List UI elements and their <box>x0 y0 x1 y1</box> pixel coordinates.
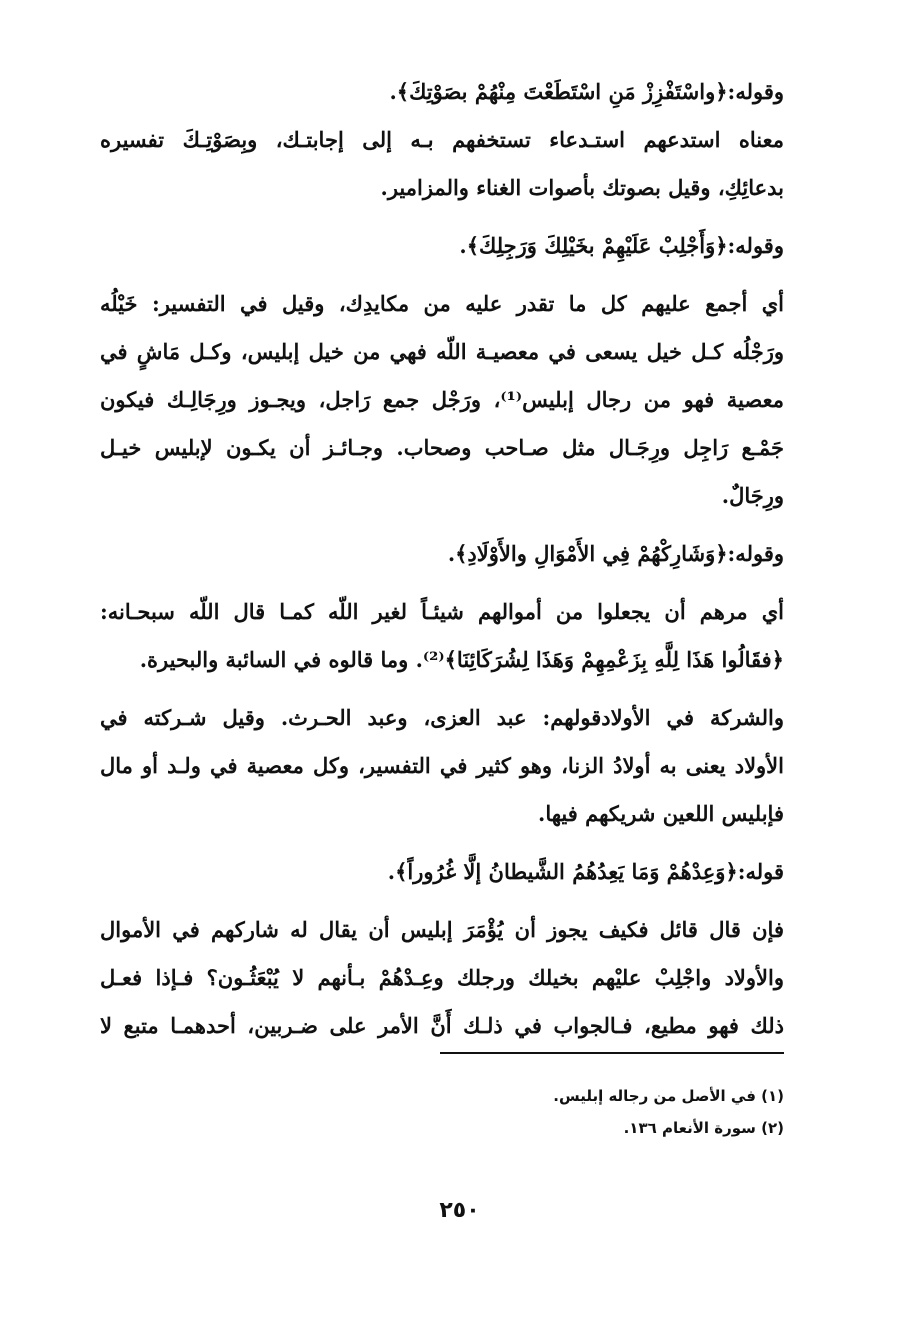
body-line: والأولاد واجْلِبْ عليْهم بخيلك ورجلك وعِـدْهُمْ بـأنهم لا يُبْعَثُـون؟ فـإذا فعـل <box>100 965 784 990</box>
body-line: فإبليس اللعين شريكهم فيها. <box>538 801 784 826</box>
body-line: معصية فهو من رجال إبليس⁽¹⁾، ورَجْل جمع رَاجل، ويجـوز ورِجَالِـك فيكون <box>100 387 784 412</box>
body-line: أي مرهم أن يجعلوا من أموالهم شيئـاً لغير اللّه كمـا قال اللّه سبحـانه: <box>100 599 784 624</box>
body-line: ﴿فقَالُوا هَذَا لِلَّهِ بِزَعْمِهِمْ وَهَذَا لِشُرَكَائِنَا﴾⁽²⁾. وما قالوه في السائبة والبحيرة. <box>139 647 784 672</box>
body-line: بدعائِكِ، وقيل بصوتك بأصوات الغناء والمزامير. <box>380 175 784 200</box>
body-line: ورِجَالٌ. <box>721 483 784 508</box>
footnote-2: (٢) سورة الأنعام ١٣٦. <box>623 1119 784 1137</box>
page-number: ٢٥٠ <box>439 1198 480 1223</box>
body-line: وقوله:﴿واسْتَفْزِزْ مَنِ اسْتَطَعْتَ مِنْهُمْ بصَوْتِكَ﴾. <box>389 79 784 104</box>
body-line: ورَجْلُه كـل خيل يسعى في معصيـة اللّه فهي من خيل إبليس، وكـل مَاشٍ في <box>100 339 785 364</box>
footnote-1: (١) في الأصل من رجاله إبليس. <box>553 1087 784 1105</box>
page-body <box>100 68 784 1050</box>
body-line: وقوله:﴿وَشَارِكْهُمْ فِي الأَمْوَالِ والأَوْلَادِ﴾. <box>447 541 784 566</box>
body-line: والشركة في الأولادقولهم: عبد العزى، وعبد الحـرث. وقيل شـركته في <box>100 705 784 730</box>
body-line: فإن قال قائل فكيف يجوز أن يُؤْمَرَ إبليس أن يقال له شاركهم في الأموال <box>100 917 784 942</box>
body-line: الأولاد يعنى به أولادُ الزنا، وهو كثير في التفسير، وكل معصية في ولـد أو مال <box>100 753 784 778</box>
body-line: ذلك فهو مطيع، فـالجواب في ذلـك أَنَّ الأمر على ضـربين، أحدهمـا متبع لا <box>100 1013 784 1038</box>
body-line: قوله:﴿وَعِدْهُمْ وَمَا يَعِدُهُمُ الشَّيطانُ إلَّا غُرُوراً﴾. <box>387 859 784 884</box>
footnotes <box>100 1080 784 1144</box>
body-line: جَمْـع رَاجِل ورِجَـال مثل صـاحب وصحاب. وجـائـز أن يكـون لإبليس خيـل <box>100 435 784 460</box>
body-line: وقوله:﴿وَأَجْلِبْ عَلَيْهِمْ بخَيْلِكَ وَرَجِلِكَ﴾. <box>459 233 784 258</box>
footnote-separator <box>440 1052 784 1054</box>
body-line: معناه استدعهم استـدعاء تستخفهم بـه إلى إجابتـك، وبِصَوْتِـكَ تفسيره <box>100 127 784 152</box>
body-line: أي أجمع عليهم كل ما تقدر عليه من مكايدِك، وقيل في التفسير: خَيْلُه <box>100 291 784 316</box>
